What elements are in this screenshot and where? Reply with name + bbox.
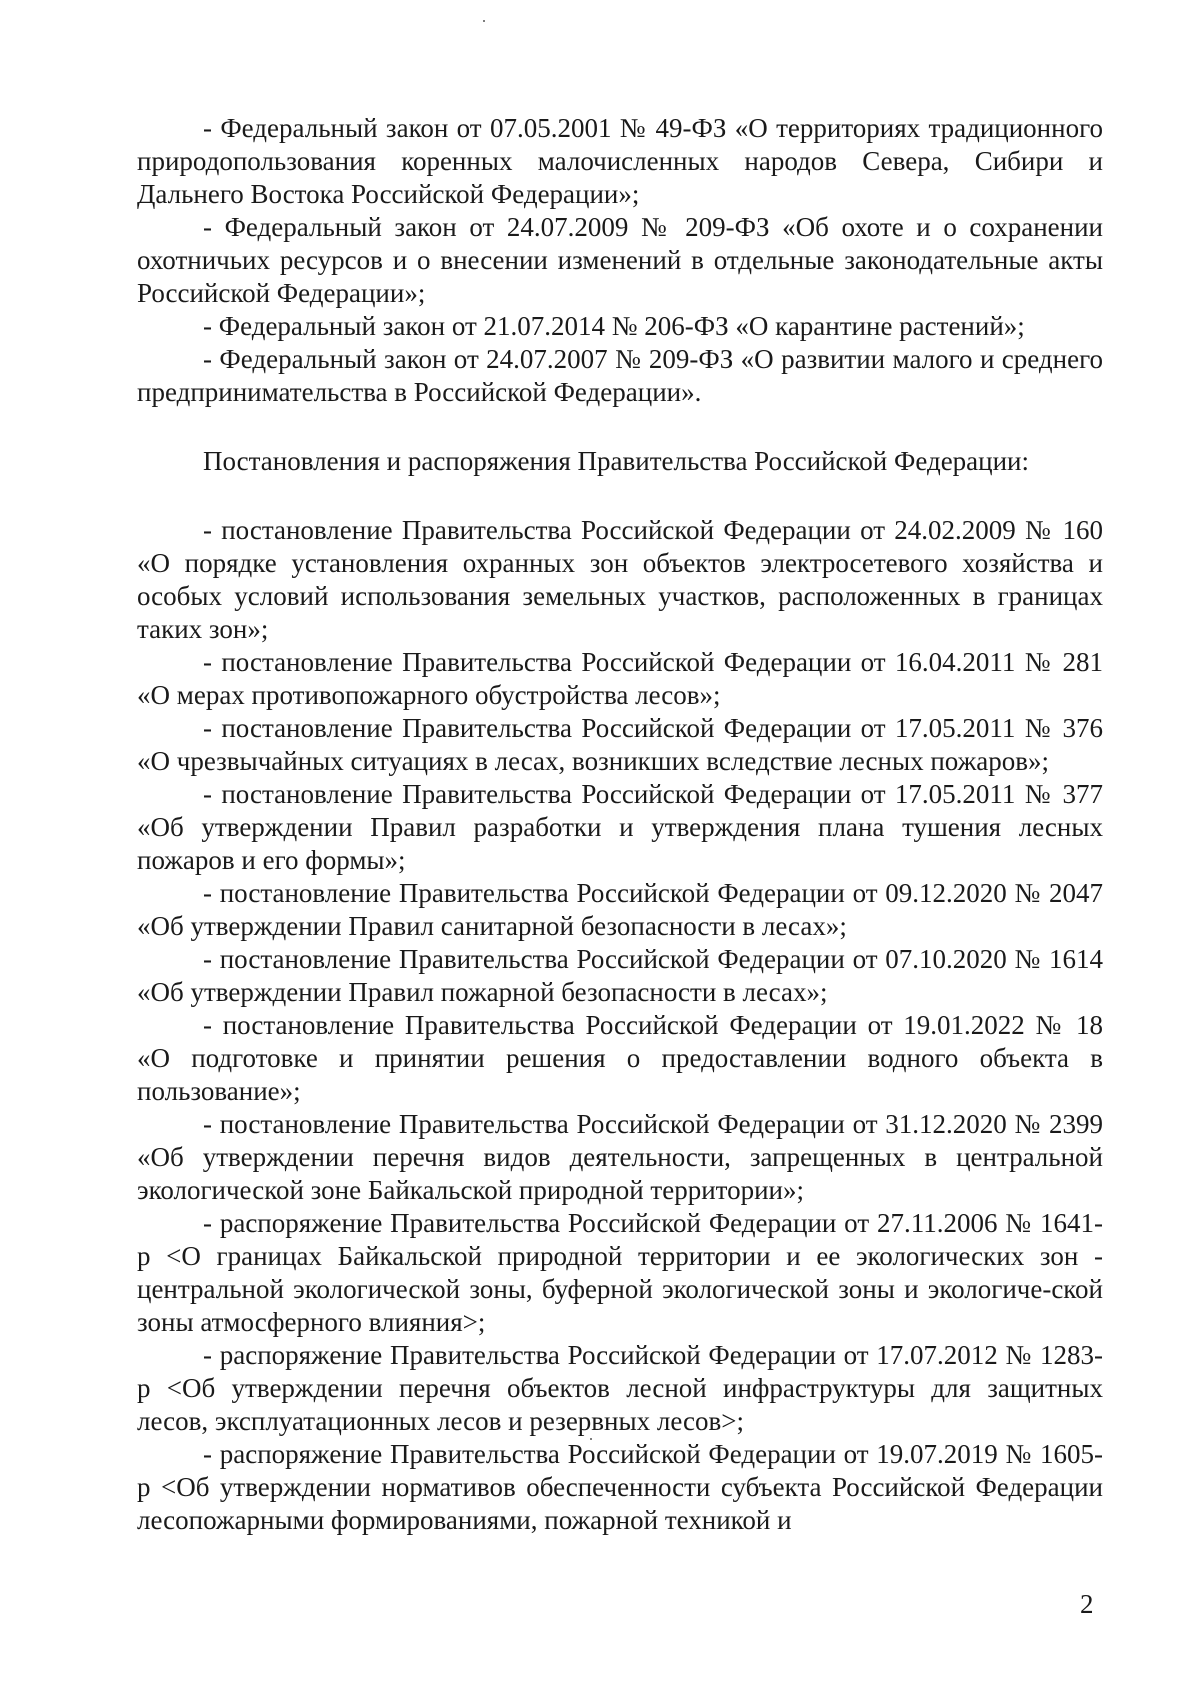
government-act-item: - распоряжение Правительства Российской Федерации от 27.11.2006 № 1641-р <О границах Байкальской природной территории и ее экологических зон - центральной экологической зоны, буферной экологической зоны и экологиче-ской зоны атмосферного влияния>; — [137, 1208, 1103, 1337]
page-number: 2 — [1080, 1589, 1094, 1619]
government-acts-list — [137, 514, 1103, 1537]
government-act-item: - постановление Правительства Российской Федерации от 17.05.2011 № 376 «О чрезвычайных ситуациях в лесах, возникших вследствие лесных пожаров»; — [137, 713, 1103, 776]
scan-speck — [483, 20, 485, 22]
federal-laws-list — [137, 112, 1103, 409]
government-act-item: - постановление Правительства Российской Федерации от 16.04.2011 № 281 «О мерах противопожарного обустройства лесов»; — [137, 647, 1103, 710]
government-act-item: - постановление Правительства Российской Федерации от 19.01.2022 № 18 «О подготовке и принятии решения о предоставлении водного объекта в пользование»; — [137, 1010, 1103, 1106]
government-act-item: - постановление Правительства Российской Федерации от 07.10.2020 № 1614 «Об утверждении Правил пожарной безопасности в лесах»; — [137, 944, 1103, 1007]
government-act-item: - постановление Правительства Российской Федерации от 24.02.2009 № 160 «О порядке установления охранных зон объектов электросетевого хозяйства и особых условий использования земельных участков, расположенных в границах таких зон»; — [137, 515, 1103, 644]
federal-law-item: - Федеральный закон от 07.05.2001 № 49-ФЗ «О территориях традиционного природопользования коренных малочисленных народов Севера, Сибири и Дальнего Востока Российской Федерации»; — [137, 113, 1103, 209]
government-act-item: - постановление Правительства Российской Федерации от 09.12.2020 № 2047 «Об утверждении Правил санитарной безопасности в лесах»; — [137, 878, 1103, 941]
federal-law-item: - Федеральный закон от 21.07.2014 № 206-ФЗ «О карантине растений»; — [203, 311, 1025, 341]
federal-law-item: - Федеральный закон от 24.07.2007 № 209-ФЗ «О развитии малого и среднего предпринимательства в Российской Федерации». — [137, 344, 1103, 407]
government-act-item: - постановление Правительства Российской Федерации от 31.12.2020 № 2399 «Об утверждении перечня видов деятельности, запрещенных в центральной экологической зоне Байкальской природной территории»; — [137, 1109, 1103, 1205]
government-act-item: - распоряжение Правительства Российской Федерации от 19.07.2019 № 1605-р <Об утверждении нормативов обеспеченности субъекта Российской Федерации лесопожарными формированиями, пожарной техникой и — [137, 1439, 1103, 1535]
federal-law-item: - Федеральный закон от 24.07.2009 № 209-ФЗ «Об охоте и о сохранении охотничьих ресурсов и о внесении изменений в отдельные законодательные акты Российской Федерации»; — [137, 212, 1103, 308]
government-act-item: - постановление Правительства Российской Федерации от 17.05.2011 № 377 «Об утверждении Правил разработки и утверждения плана тушения лесных пожаров и его формы»; — [137, 779, 1103, 875]
section-heading: Постановления и распоряжения Правительства Российской Федерации: — [203, 446, 1030, 476]
document-body — [137, 112, 1103, 1537]
government-act-item: - распоряжение Правительства Российской Федерации от 17.07.2012 № 1283-р <Об утверждении перечня объектов лесной инфраструктуры для защитных лесов, эксплуатационных лесов и резервных лесов>; — [137, 1340, 1103, 1436]
